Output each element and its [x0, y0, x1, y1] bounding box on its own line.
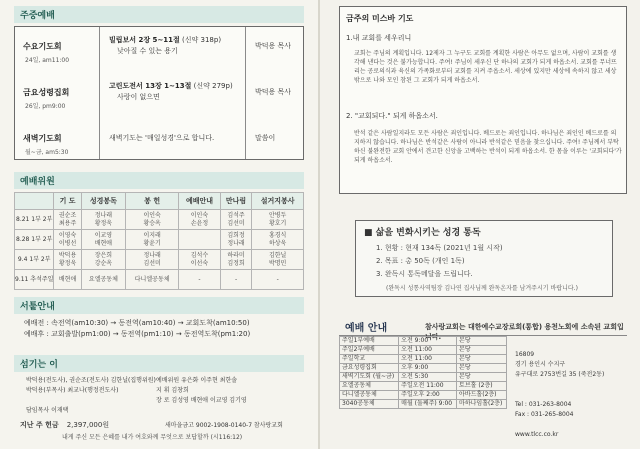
bible-reading-title: ■ 삶을 변화시키는 성경 통독 — [362, 225, 483, 238]
schedule-service: 다니엘공동체 — [340, 391, 399, 400]
staff-date: 8.28 1부 2부 — [15, 230, 54, 250]
schedule-time: 오후 9:00 — [399, 364, 457, 373]
schedule-service: 새벽기도회 (월~금) — [340, 373, 399, 382]
schedule-row — [340, 355, 507, 364]
staff-cell: 장은희 강순옥 — [81, 250, 125, 270]
staff-cell: - — [179, 270, 221, 290]
schedule-row — [340, 400, 507, 409]
schedule-service: 금요성령집회 — [340, 364, 399, 373]
staff-cell: - — [220, 270, 252, 290]
schedule-service: 주일학교 — [340, 355, 399, 364]
staff-date: 9.11 추석주일 — [15, 270, 54, 290]
staff-cell — [179, 230, 221, 250]
address-line: 유구대로 2753번길 35 (죽전2동) — [515, 371, 605, 378]
schedule-time: 오전 11:00 — [399, 355, 457, 364]
staff-cell: 요엘공동체 — [81, 270, 125, 290]
weekly-worship-title: 주중예배 — [14, 6, 304, 23]
worship-info-title: 예배 안내 — [345, 323, 388, 334]
staff-cell: 정나래 황정욱 — [81, 210, 125, 230]
schedule-time: 오전 9:00 — [399, 337, 457, 346]
worship-info-subtitle: 참사랑교회는 대한예수교장로회(통합) 용천노회에 소속된 교회입니다. — [425, 323, 624, 341]
staff-cell: 다니엘공동체 — [126, 270, 179, 290]
shuttle-guide-section — [14, 297, 304, 340]
address-line: 경기 용인시 수지구 — [515, 361, 566, 368]
schedule-service: 주일1부예배 — [340, 337, 399, 346]
staff-header: 봉 헌 — [126, 193, 179, 210]
schedule-place: 아바드홀(2층) — [457, 391, 507, 400]
staff-cell: 이인숙 황승옥 — [126, 210, 179, 230]
staff-header — [15, 193, 54, 210]
schedule-service: 3040공동체 — [340, 400, 399, 409]
servant-line: 담임목사 이재택 — [26, 407, 69, 414]
worship-staff-table — [14, 192, 304, 290]
service-pastor: 박덕용 목사 — [255, 88, 292, 96]
schedule-time: 오전 5:30 — [399, 373, 457, 382]
prayer-paragraph: 반석 같은 사람일지라도 모든 사람은 죄인입니다. 베드로는 죄인입니다. 하나님은 죄인인 베드로를 의지하지 않습니다. 하나님은 반석같은 사람이 아니라 반석같은 믿음을 찾으십니다. 주여! 주님께서 부탁하신 불완전한 교회 안에서 견고한 신앙을 고백하는 반석이 되게 하옵소서. 한 몸을 이루는 '교회되다'가 되게 하옵소서. — [354, 130, 622, 164]
offering-amount: 2,397,000원 — [66, 421, 110, 429]
schedule-service: 주일2부예배 — [340, 346, 399, 355]
prayer-item: 1.내 교회를 세우리니 — [346, 34, 412, 42]
church-address — [515, 350, 604, 380]
staff-row — [15, 230, 304, 250]
schedule-row — [340, 364, 507, 373]
reading-item: 3. 완독시 통독메달을 드립니다. — [376, 270, 473, 278]
mizpah-prayer-box — [339, 6, 627, 194]
staff-cell: 이영숙 이병선 — [54, 230, 81, 250]
staff-cell: 정나래 김선미 — [126, 250, 179, 270]
contact-line — [515, 420, 573, 430]
reading-item: 1. 현황 : 현재 134독 (2021년 1월 시작) — [376, 244, 503, 252]
service-scripture: 새벽기도는 '매일성경'으로 합니다. — [109, 134, 215, 142]
weekly-worship-section — [14, 6, 304, 160]
servants-title: 섬기는 이 — [14, 355, 304, 372]
service-pastor: 말씀이 — [255, 134, 276, 142]
servants-section — [14, 355, 304, 426]
worship-staff-section — [14, 172, 304, 290]
schedule-row — [340, 391, 507, 400]
service-name: 수요기도회 — [23, 42, 62, 51]
schedule-time: 주일오후 2:00 — [399, 391, 457, 400]
staff-cell: 김석수 이선숙 — [179, 250, 221, 270]
schedule-service: 요엘공동체 — [340, 382, 399, 391]
shuttle-line: 예배후 : 교회출발(pm1:00) → 동전역(pm1:10) → 동전역도착(pm1:20) — [24, 330, 251, 338]
offering-summary — [20, 420, 109, 430]
service-time: 월~금, am5:30 — [25, 149, 69, 156]
prayer-title: 금주의 미스바 기도 — [346, 14, 414, 23]
contact-line: Tel : 031-263-8004 — [515, 401, 572, 408]
church-contact — [515, 400, 573, 440]
staff-date: 8.21 1부 2부 — [15, 210, 54, 230]
schedule-place: 본당 — [457, 364, 507, 373]
bank-account: 새마을금고 9002-1908-0140-7 참사랑교회 — [165, 422, 283, 429]
service-name: 금요성령집회 — [23, 88, 70, 97]
staff-header: 기 도 — [54, 193, 81, 210]
reading-note: (완독시 성통사역팀장 김나연 집사님께 완독온자를 남겨주시기 바랍니다.) — [386, 285, 578, 292]
schedule-time: 주일오전 11:00 — [399, 382, 457, 391]
servant-line: 박덕용(전도사), 권순조(전도사) 김한닐(집행위원) — [26, 377, 156, 384]
schedule-row — [340, 373, 507, 382]
staff-cell: 배현애 — [54, 270, 81, 290]
servant-line: 지 휘 김창희 — [156, 387, 189, 394]
staff-row — [15, 250, 304, 270]
service-name: 새벽기도회 — [23, 134, 62, 143]
servants-col-1 — [26, 376, 156, 416]
staff-date: 9.4 1부 2부 — [15, 250, 54, 270]
schedule-place: 본당 — [457, 346, 507, 355]
schedule-row — [340, 382, 507, 391]
servant-line: 박덕용(부목사) 최교나(행정전도사) — [26, 387, 119, 394]
shuttle-guide-lines — [14, 318, 304, 340]
weekly-worship-table — [14, 26, 304, 160]
staff-cell: 김석주 김선미 — [220, 210, 252, 230]
service-scripture: 빌립보서 2장 5~11절 (신약 318p) 낮아질 수 있는 용기 — [109, 36, 222, 55]
staff-cell: 홍경식 하상욱 — [252, 230, 304, 250]
schedule-place: 본당 — [457, 337, 507, 346]
prayer-paragraph: 교회는 주님의 계획입니다. 12제자 그 누구도 교회를 계획한 사람은 아무도 없으며, 사람이 교회를 생각해 낸다는 것은 불가능합니다. 주여! 주님이 세우신 단 하나의 교회가 되게 하옵소서. 교회를 무너뜨리는 공로의식과 육신의 가족화로부터 교회를 지켜 주옵소서. 세상에 있지만 세상에 속하지 않고 세상 밖으로 나와 모인 참된 그 교회가 되게 하옵소서. — [354, 50, 617, 84]
prayer-item: 2. "교회되다." 되게 하옵소서. — [346, 112, 438, 120]
staff-header: 만나림 — [220, 193, 252, 210]
staff-header-row — [15, 193, 304, 210]
schedule-place: 본당 — [457, 355, 507, 364]
bible-reading-box — [355, 220, 613, 297]
staff-row — [15, 210, 304, 230]
staff-cell: 안병두 황호기 — [252, 210, 304, 230]
divider — [245, 27, 246, 159]
schedule-place: 본당 — [457, 373, 507, 382]
offering-label: 지난 주 헌금 — [20, 421, 59, 429]
contact-line: Fax : 031-265-8004 — [515, 411, 574, 418]
schedule-time: 오전 11:00 — [399, 346, 457, 355]
staff-cell: 이지래 황윤기 — [126, 230, 179, 250]
schedule-row — [340, 337, 507, 346]
staff-cell: 김한닐 박명민 — [252, 250, 304, 270]
staff-cell: - — [252, 270, 304, 290]
divider — [99, 27, 100, 159]
service-time: 24일, am11:00 — [25, 57, 70, 64]
staff-cell: 박덕용 황정욱 — [54, 250, 81, 270]
worship-staff-title: 예배위원 — [14, 172, 304, 189]
worship-info-section — [339, 314, 627, 438]
schedule-place: 토브홀 (2층) — [457, 382, 507, 391]
bible-verse: 내게 주신 모든 은혜를 내가 여호와께 무엇으로 보답할까 (시116:12) — [62, 434, 243, 441]
staff-cell: 김희정 정나래 — [220, 230, 252, 250]
servant-line: 예배위원 유은화 이주현 최한솔 — [156, 377, 238, 384]
staff-header: 설거지봉사 — [252, 193, 304, 210]
page-fold — [318, 0, 320, 449]
service-scripture: 고린도전서 13장 1~13절 (신약 279p) 사랑이 없으면 — [109, 82, 233, 101]
shuttle-guide-title: 서퉅안내 — [14, 297, 304, 314]
staff-header: 예배안내 — [179, 193, 221, 210]
address-line: 16809 — [515, 351, 535, 358]
service-schedule-table — [339, 336, 507, 409]
schedule-time: 매월 (둘째주) 9:00 — [399, 400, 457, 409]
staff-cell: 권순조 최용주 — [54, 210, 81, 230]
schedule-row — [340, 346, 507, 355]
shuttle-line: 예배전 : 속전역(am10:30) → 동전역(am10:40) → 교회도착(am10:50) — [24, 319, 250, 327]
reading-item: 2. 목표 : 총 50독 (개인 1독) — [376, 257, 465, 265]
staff-cell: 하라미 김정희 — [220, 250, 252, 270]
servant-line — [26, 396, 156, 406]
staff-cell: 이교영 배현애 — [81, 230, 125, 250]
servants-grid — [14, 376, 304, 426]
service-pastor: 박덕용 목사 — [255, 42, 292, 50]
staff-row — [15, 270, 304, 290]
schedule-place: 마하나임홀(2층) — [457, 400, 507, 409]
servants-col-2 — [156, 376, 247, 406]
servant-line: 장 로 김성영 배현애 이교영 김기영 — [156, 397, 247, 404]
worship-info-body — [339, 336, 627, 449]
website-link[interactable]: www.tlcc.co.kr — [515, 431, 559, 438]
staff-header: 성경봉독 — [81, 193, 125, 210]
service-time: 26일, pm9:00 — [25, 103, 66, 110]
staff-cell: 이인숙 손윤정 — [179, 210, 221, 230]
